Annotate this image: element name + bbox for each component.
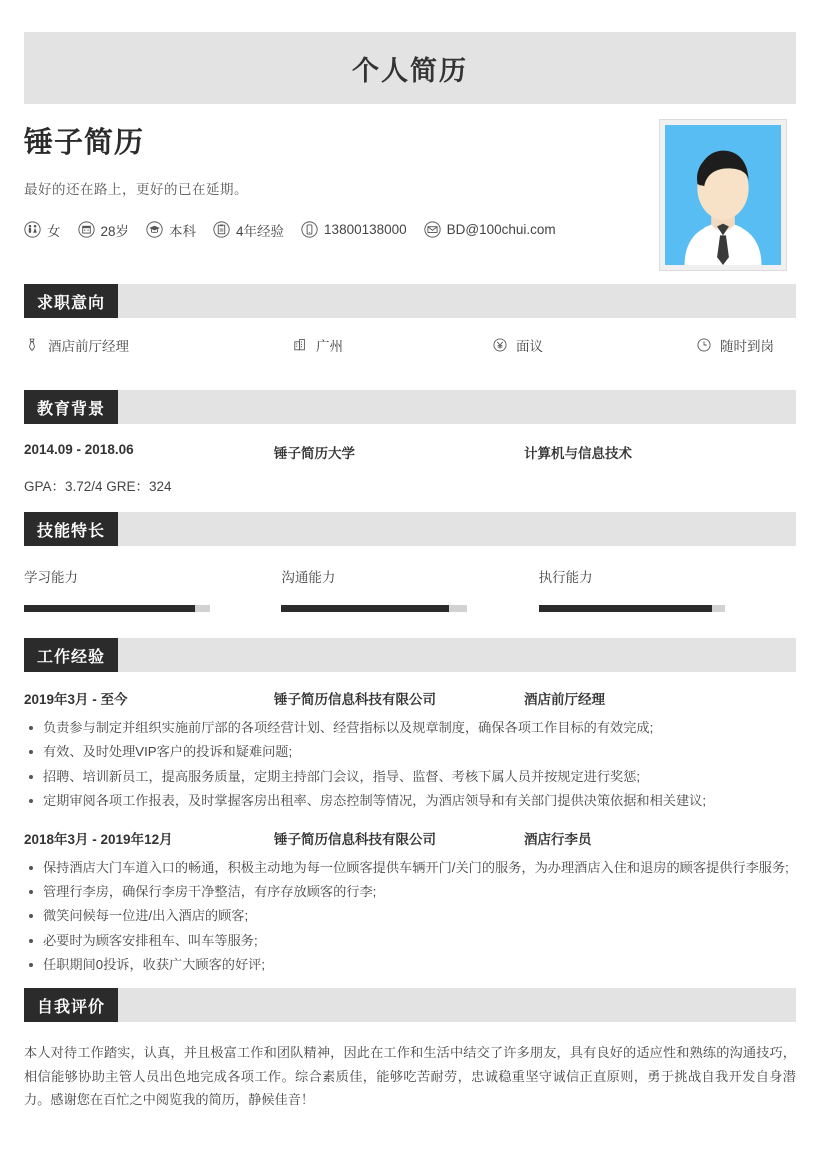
fact-gender-label: 女 [47,223,61,239]
fact-experience [213,220,284,240]
skill-item [281,566,538,612]
gender-icon [24,221,41,238]
experience-bullet: 保持酒店大门车道入口的畅通，积极主动地为每一位顾客提供车辆开门/关门的服务，为办理酒店入住和退房的顾客提供行李服务; [24,857,796,878]
skill-progress-track [24,605,210,612]
job-intention-row [24,335,796,355]
experience-date: 2019年3月 - 至今 [24,692,128,707]
skill-name: 学习能力 [24,570,78,585]
section-title-skills: 技能特长 [24,512,118,546]
experience-role: 酒店行李员 [524,831,592,847]
skill-progress-fill [539,605,712,612]
education-school: 锤子简历大学 [274,446,355,461]
intention-position [24,335,292,355]
experience-company: 锤子简历信息科技有限公司 [274,692,436,707]
section-experience [24,638,796,978]
experience-company: 锤子简历信息科技有限公司 [274,831,436,847]
experience-entry [24,828,796,976]
experience-bullet: 负责参与制定并组织实施前厅部的各项经营计划、经营指标以及规章制度，确保各项工作目标的有效完成; [24,717,796,738]
experience-role: 酒店前厅经理 [524,692,605,707]
skill-item [539,566,796,612]
education-major: 计算机与信息技术 [524,446,632,461]
fact-phone-label: 13800138000 [324,222,407,238]
experience-bullet: 有效、及时处理VIP客户的投诉和疑难问题; [24,741,796,762]
experience-bullet: 必要时为顾客安排租车、叫车等服务; [24,930,796,951]
tie-icon [24,337,41,354]
section-header-bar [24,512,796,546]
skill-item [24,566,281,612]
section-title-self-evaluation: 自我评价 [24,988,118,1022]
section-job-intention [24,284,796,355]
skill-progress-fill [281,605,448,612]
phone-icon [301,221,318,238]
experience-bullet: 任职期间0投诉，收获广大顾客的好评; [24,954,796,975]
experience-bullets [24,717,796,812]
intention-salary-label: 面议 [516,339,543,354]
experience-bullet: 定期审阅各项工作报表，及时掌握客房出租率、房态控制等情况，为酒店领导和有关部门提供决策依据和相关建议; [24,790,796,811]
education-date: 2014.09 - 2018.06 [24,442,134,457]
education-entry [24,442,796,495]
profile-photo [659,119,787,271]
experience-date: 2018年3月 - 2019年12月 [24,831,173,847]
section-header-bar [24,390,796,424]
fact-experience-label: 4年经验 [236,223,285,239]
skill-name: 沟通能力 [281,570,336,585]
education-icon [146,221,163,238]
education-main-line [24,442,796,462]
candidate-motto: 最好的还在路上，更好的已在延期。 [24,181,248,197]
profile-photo-image [665,125,781,265]
fact-email-label: BD@100chui.com [446,222,556,238]
skill-progress-fill [24,605,195,612]
experience-bullet: 微笑问候每一位进/出入酒店的顾客; [24,905,796,926]
candidate-name: 锤子简历 [24,127,145,159]
section-header-bar [24,988,796,1022]
resume-icon [213,221,230,238]
section-title-education: 教育背景 [24,390,118,424]
experience-bullet: 招聘、培训新员工，提高服务质量，定期主持部门会议，指导、监督、考核下属人员并按规定进行奖惩; [24,766,796,787]
section-header-bar [24,638,796,672]
intention-availability [696,335,796,355]
fact-gender [24,220,61,240]
intention-position-label: 酒店前厅经理 [48,339,129,354]
experience-bullets [24,857,796,976]
salary-icon [492,337,509,354]
intention-salary [492,335,696,355]
calendar-icon [78,221,95,238]
document-title-bar [24,32,796,104]
experience-head [24,828,796,848]
page-title: 个人简历 [352,55,468,86]
skill-progress-track [539,605,725,612]
education-detail: GPA：3.72/4 GRE：324 [24,479,172,494]
email-icon [424,221,441,238]
city-icon [292,337,309,354]
skills-row [24,566,796,612]
identity-block [24,128,644,240]
fact-age-label: 28岁 [100,223,130,239]
skill-name: 执行能力 [538,570,593,585]
experience-bullet: 管理行李房，确保行李房干净整洁，有序存放顾客的行李; [24,881,796,902]
section-title-job-intention: 求职意向 [24,284,118,318]
skill-progress-track [281,605,467,612]
fact-phone [301,221,407,238]
intention-city [292,335,492,355]
section-title-experience: 工作经验 [24,638,118,672]
section-skills [24,512,796,612]
fact-education [146,220,196,240]
section-self-evaluation [24,988,796,1112]
fact-email [424,221,556,238]
clock-icon [696,337,713,354]
experience-head [24,688,796,708]
intention-availability-label: 随时到岗 [720,339,774,354]
section-header-bar [24,284,796,318]
self-evaluation-text: 本人对待工作踏实，认真，并且极富工作和团队精神，因此在工作和生活中结交了许多朋友，具有良好的适应性和熟练的沟通技巧，相信能够协助主管人员出色地完成各项工作。综合素质佳，能够吃苦耐劳，忠诚稳重坚守诚信正直原则，勇于挑战自我开发自身潜力。感谢您在百忙之中阅览我的简历，静候佳音！ [24,1045,796,1107]
fact-education-label: 本科 [169,223,197,239]
contact-facts-row [24,220,644,240]
fact-age [78,220,130,240]
section-education [24,390,796,495]
experience-entry [24,688,796,812]
intention-city-label: 广州 [316,339,343,354]
